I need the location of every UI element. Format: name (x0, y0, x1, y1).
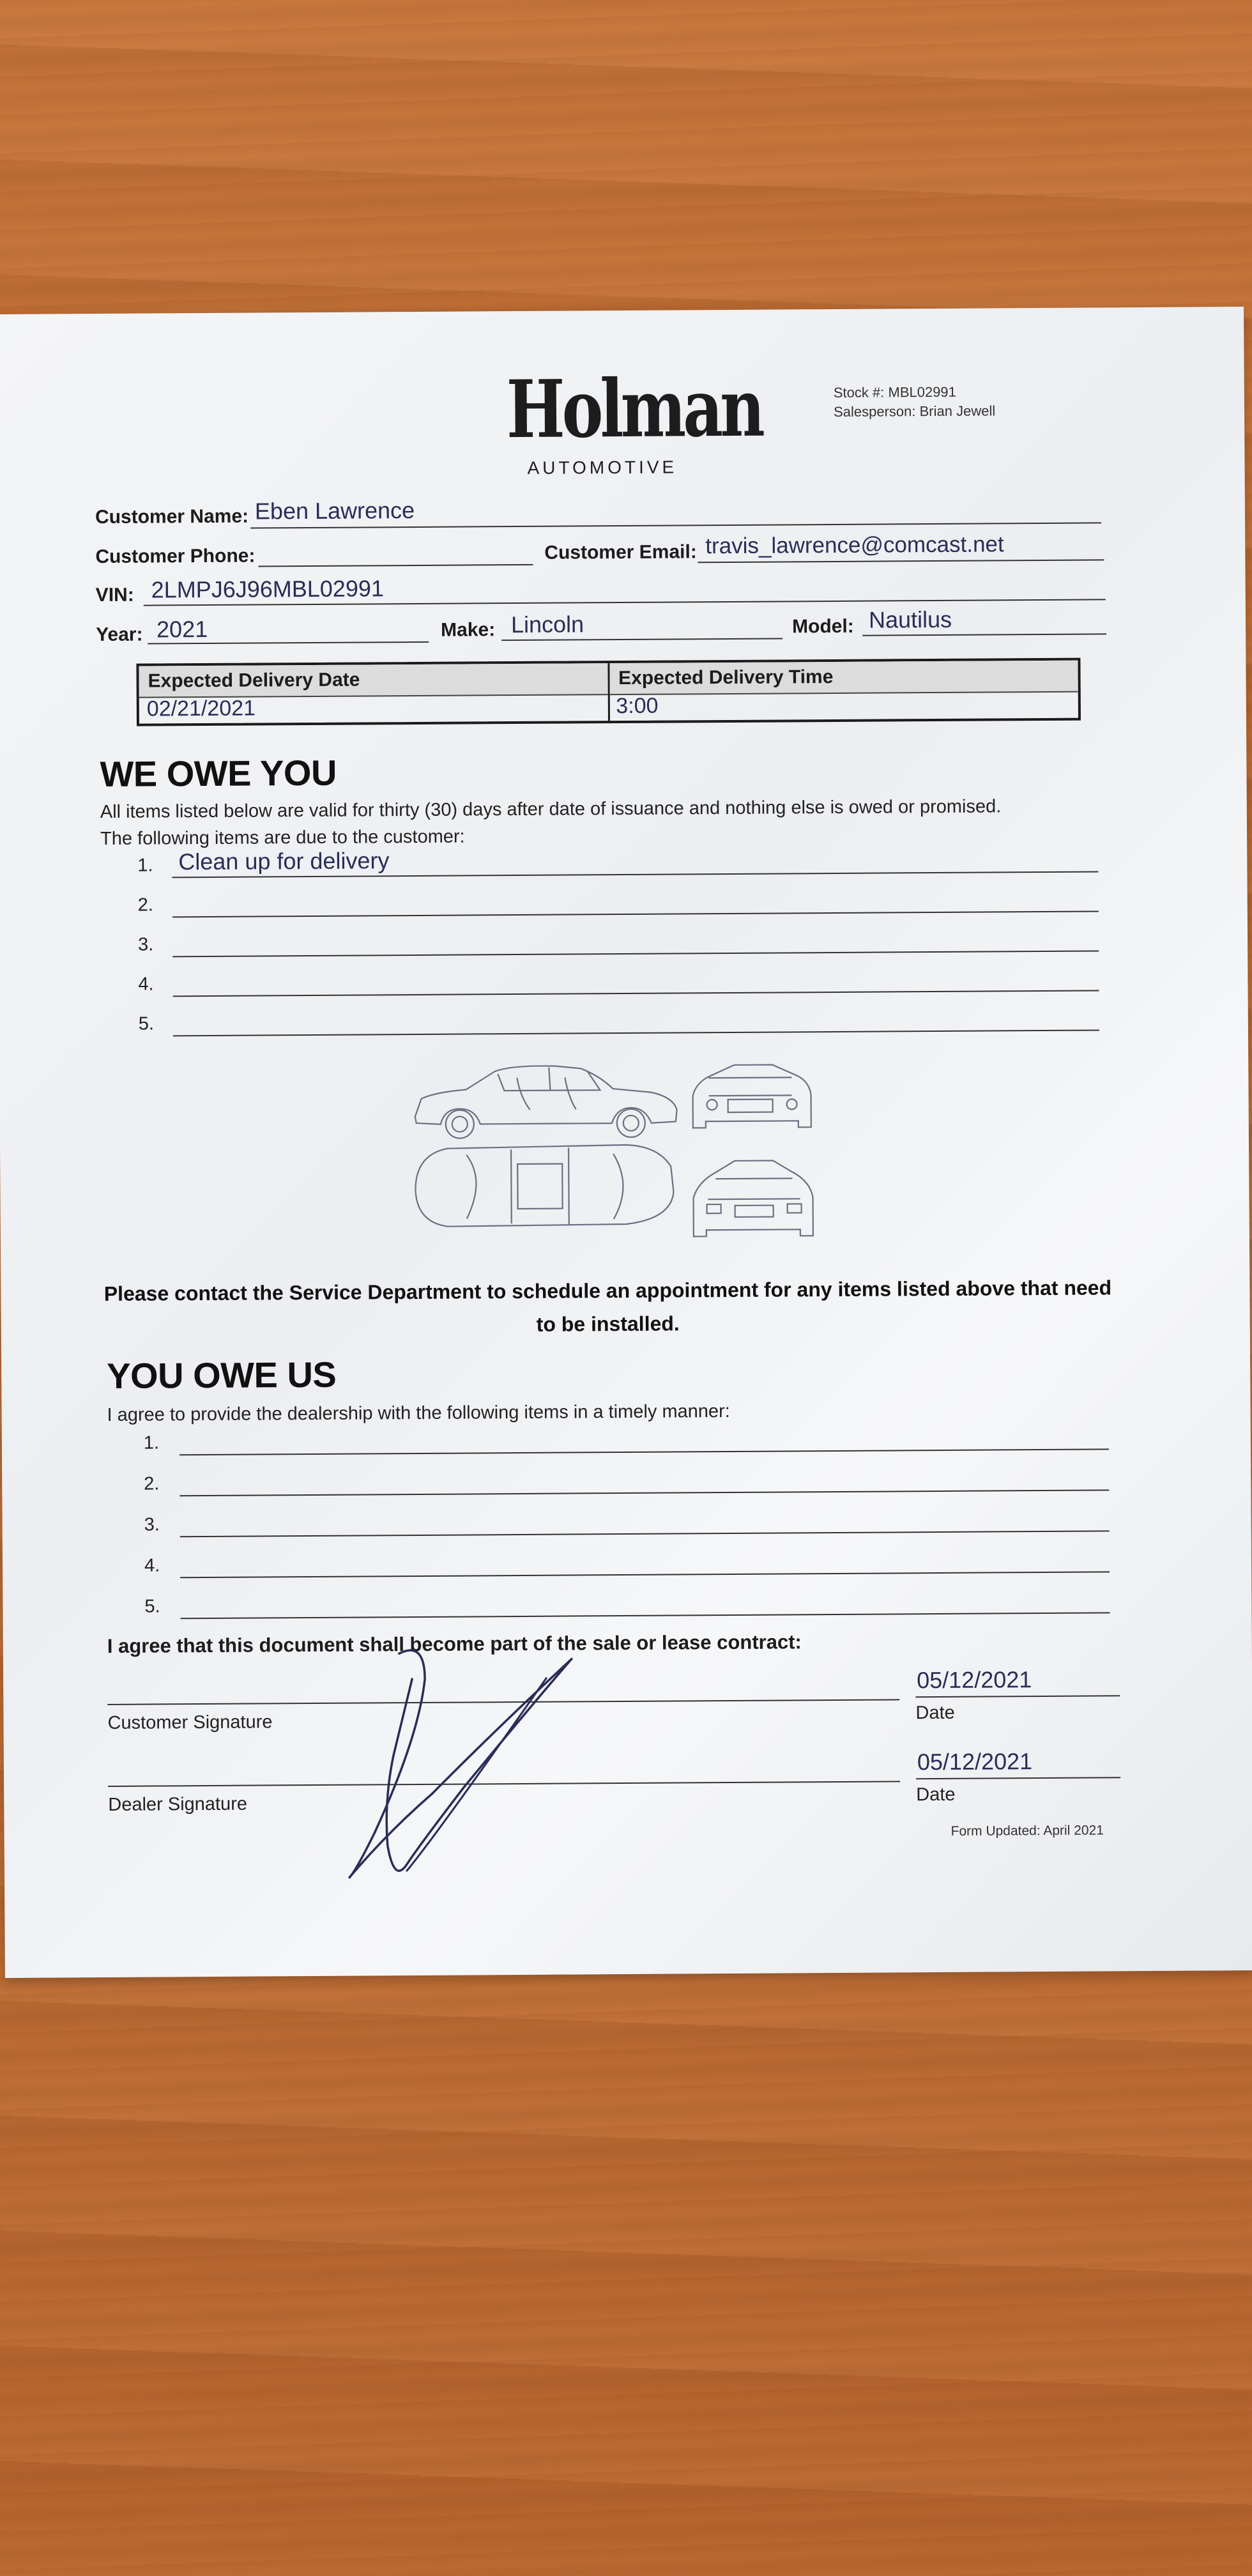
holman-logo: Holman (506, 362, 763, 457)
model-line (862, 633, 1106, 636)
delivery-date-cell (139, 663, 607, 723)
car-rear-view-icon (693, 1160, 813, 1236)
we-owe-item-number: 2. (137, 894, 154, 916)
customer-email-line (698, 559, 1104, 563)
car-front-view-icon (692, 1064, 811, 1128)
make-label: Make: (440, 619, 496, 641)
logo-subtitle: AUTOMOTIVE (527, 457, 678, 478)
model-value: Nautilus (868, 606, 952, 633)
customer-date-line (915, 1695, 1120, 1698)
we-owe-item-line (172, 910, 1099, 917)
customer-signature-label: Customer Signature (107, 1712, 273, 1733)
you-owe-item-number: 5. (144, 1596, 160, 1617)
you-owe-item-line (180, 1530, 1110, 1537)
we-owe-item-number: 4. (138, 974, 154, 995)
you-owe-item-line (179, 1448, 1109, 1455)
customer-email-value: travis_lawrence@comcast.net (705, 532, 1004, 559)
you-owe-item-number: 1. (143, 1432, 160, 1453)
dealer-date-value: 05/12/2021 (917, 1748, 1033, 1775)
dealer-signature-label: Dealer Signature (108, 1793, 248, 1815)
vehicle-damage-diagram (408, 1050, 818, 1251)
stock-value: MBL02991 (888, 383, 956, 401)
model-label: Model: (791, 615, 854, 638)
you-owe-agreement-text: I agree to provide the dealership with the following items in a timely manner: (107, 1400, 730, 1425)
year-value: 2021 (156, 615, 208, 643)
we-owe-validity-text: All items listed below are valid for thirty (30) days after date of issuance and nothing else is owed or promised. (100, 796, 1002, 823)
delivery-box (136, 658, 1081, 726)
we-owe-item-number: 1. (137, 855, 153, 876)
you-owe-item-line (179, 1489, 1109, 1496)
car-side-view-icon (415, 1065, 677, 1138)
we-owe-item-line (173, 1029, 1099, 1036)
delivery-time-label: Expected Delivery Time (609, 661, 1078, 695)
we-owe-item-number: 5. (138, 1013, 155, 1034)
handwritten-signature (335, 1639, 592, 1896)
delivery-time-cell (607, 661, 1078, 721)
you-owe-item-number: 4. (144, 1555, 160, 1576)
contract-agreement-statement: I agree that this document shall become part of the sale or lease contract: (107, 1630, 802, 1657)
we-owe-item-number: 3. (137, 934, 154, 955)
make-value: Lincoln (510, 611, 584, 638)
we-owe-item-line (173, 990, 1099, 997)
vin-label: VIN: (95, 584, 134, 606)
you-owe-item-line (180, 1571, 1110, 1578)
salesperson (834, 402, 995, 420)
you-owe-item-line (181, 1612, 1110, 1619)
we-owe-item-line (172, 950, 1099, 957)
you-owe-item-number: 3. (144, 1514, 160, 1535)
customer-date-value: 05/12/2021 (917, 1666, 1032, 1694)
car-top-view-icon (415, 1145, 674, 1227)
customer-phone-line (258, 564, 533, 567)
customer-email-label: Customer Email: (544, 541, 697, 564)
dealer-date-line (916, 1777, 1120, 1779)
we-owe-heading: WE OWE YOU (100, 752, 337, 795)
delivery-time-value: 3:00 (616, 693, 659, 719)
vin-value: 2LMPJ6J96MBL02991 (151, 575, 385, 603)
customer-phone-label: Customer Phone: (95, 545, 256, 568)
we-owe-item-text: Clean up for delivery (178, 847, 390, 875)
delivery-date-value: 02/21/2021 (146, 696, 256, 721)
stock-number (834, 384, 956, 401)
customer-name-label: Customer Name: (95, 505, 249, 528)
customer-name-value: Eben Lawrence (254, 496, 415, 525)
salesperson-label: Salesperson: (833, 403, 916, 420)
you-owe-item-number: 2. (144, 1473, 160, 1494)
customer-date-label: Date (915, 1702, 955, 1724)
make-line (501, 638, 782, 641)
delivery-date-label: Expected Delivery Date (139, 663, 607, 698)
year-label: Year: (96, 624, 143, 646)
delivery-form-paper (0, 307, 1252, 1978)
form-updated-note: Form Updated: April 2021 (950, 1823, 1104, 1839)
dealer-date-label: Date (916, 1784, 956, 1805)
you-owe-heading: YOU OWE US (107, 1354, 337, 1396)
salesperson-value: Brian Jewell (919, 402, 996, 420)
service-department-notice: Please contact the Service Department to schedule an appointment for any items listed above that need to be installed. (103, 1276, 1112, 1336)
stock-label: Stock #: (833, 384, 885, 401)
we-owe-due-text: The following items are due to the customer: (100, 826, 465, 850)
